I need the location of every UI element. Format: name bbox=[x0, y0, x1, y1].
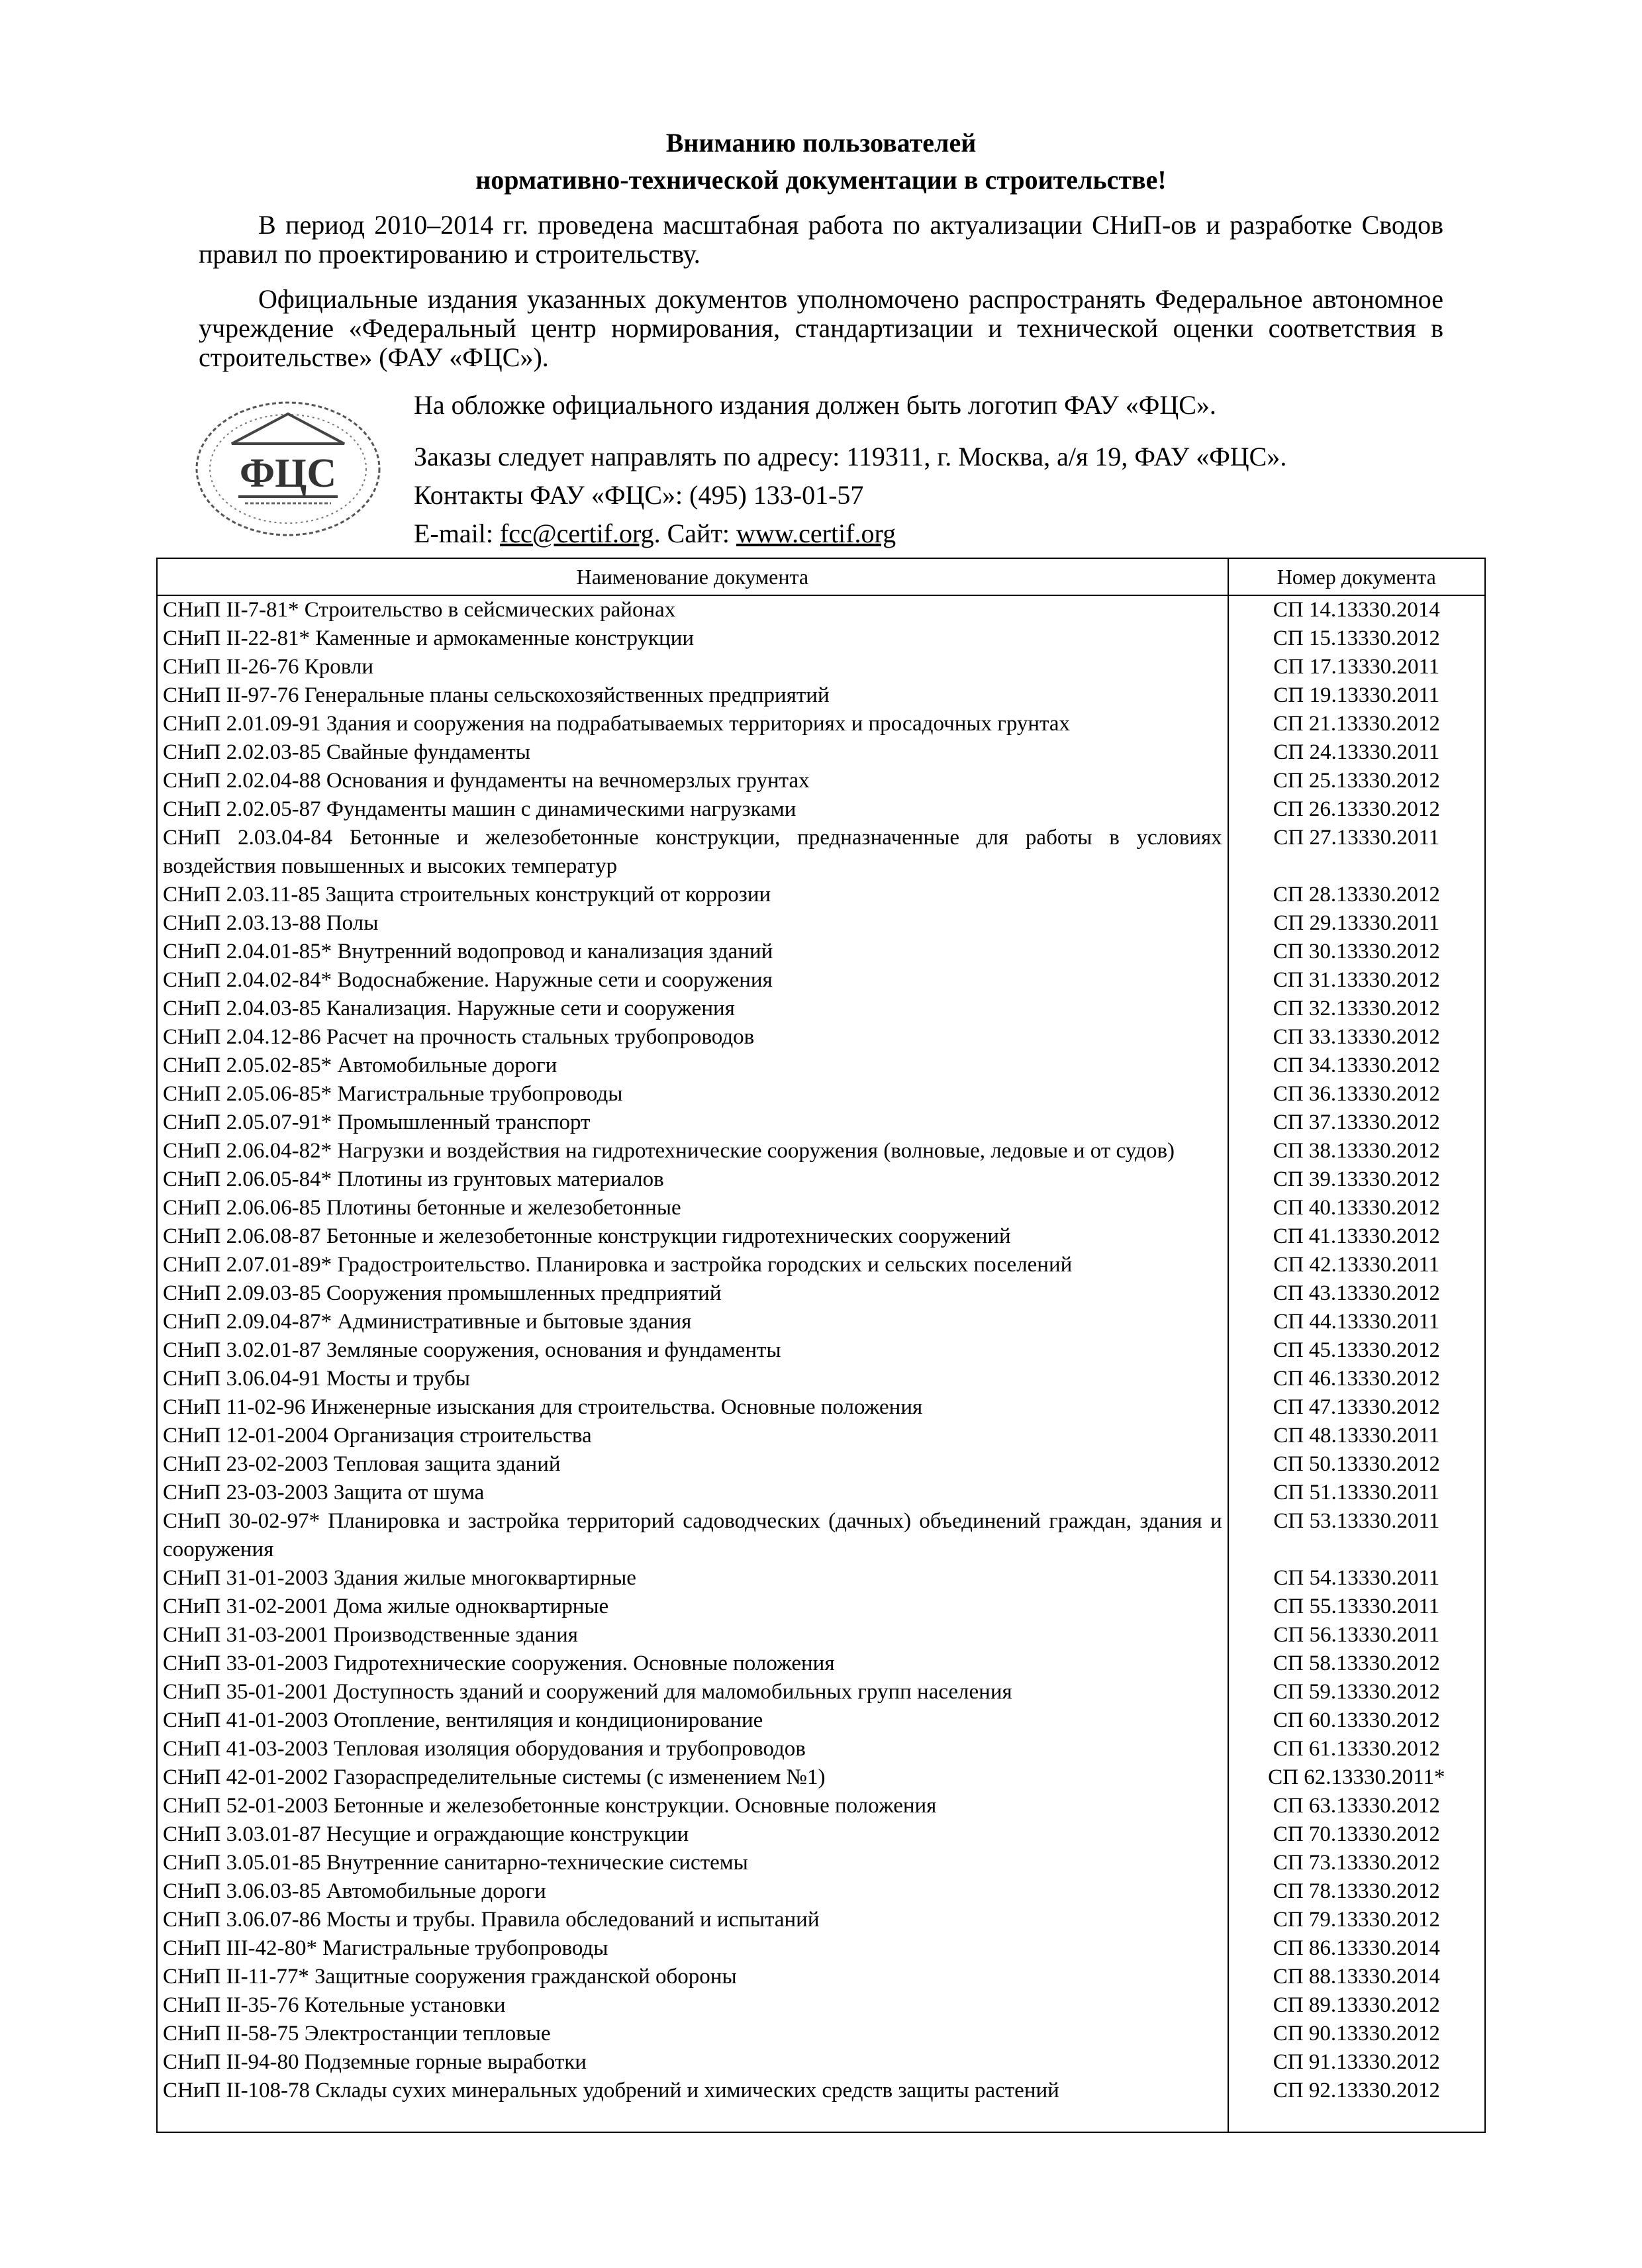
table-row bbox=[157, 909, 1485, 938]
document-number-cell: СП 86.13330.2014 bbox=[1228, 1934, 1485, 1963]
table-row bbox=[157, 1991, 1485, 2020]
table-row bbox=[157, 1052, 1485, 1080]
table-row bbox=[157, 1393, 1485, 1422]
table-row bbox=[157, 1109, 1485, 1137]
document-name-cell: СНиП 2.03.11-85 Защита строительных конструкций от коррозии bbox=[157, 881, 1228, 909]
document-number-cell: СП 47.13330.2012 bbox=[1228, 1393, 1485, 1422]
table-row bbox=[157, 624, 1485, 653]
document-name-cell: СНиП II-22-81* Каменные и армокаменные конструкции bbox=[157, 624, 1228, 653]
publisher-paragraph bbox=[199, 285, 1443, 372]
document-number-cell: СП 32.13330.2012 bbox=[1228, 995, 1485, 1023]
table-row bbox=[157, 881, 1485, 909]
document-number-cell: СП 79.13330.2012 bbox=[1228, 1906, 1485, 1934]
document-name-cell: СНиП II-94-80 Подземные горные выработки bbox=[157, 2048, 1228, 2077]
document-number-cell: СП 34.13330.2012 bbox=[1228, 1052, 1485, 1080]
document-name-cell: СНиП 41-01-2003 Отопление, вентиляция и кондиционирование bbox=[157, 1706, 1228, 1735]
table-row bbox=[157, 824, 1485, 881]
document-number-cell: СП 48.13330.2011 bbox=[1228, 1422, 1485, 1450]
header-document-name: Наименование документа bbox=[157, 558, 1228, 595]
document-name-cell: СНиП 31-02-2001 Дома жилые одноквартирные bbox=[157, 1593, 1228, 1621]
document-number-cell: СП 50.13330.2012 bbox=[1228, 1450, 1485, 1479]
document-number-cell: СП 88.13330.2014 bbox=[1228, 1963, 1485, 1991]
table-row bbox=[157, 1792, 1485, 1820]
table-row bbox=[157, 1650, 1485, 1678]
document-number-cell: СП 15.13330.2012 bbox=[1228, 624, 1485, 653]
table-row bbox=[157, 1336, 1485, 1365]
document-name-cell: СНиП 3.02.01-87 Земляные сооружения, основания и фундаменты bbox=[157, 1336, 1228, 1365]
document-number-cell: СП 44.13330.2011 bbox=[1228, 1308, 1485, 1336]
document-name-cell: СНиП 2.09.04-87* Административные и бытовые здания bbox=[157, 1308, 1228, 1336]
document-number-cell: СП 58.13330.2012 bbox=[1228, 1650, 1485, 1678]
table-row bbox=[157, 1735, 1485, 1763]
table-row bbox=[157, 1906, 1485, 1934]
email-link[interactable]: fcc@certif.org bbox=[499, 518, 654, 548]
phone-contact: Контакты ФАУ «ФЦС»: (495) 133-01-57 bbox=[414, 480, 864, 510]
document-name-cell: СНиП 2.02.04-88 Основания и фундаменты на вечномерзлых грунтах bbox=[157, 767, 1228, 795]
document-name-cell: СНиП 3.06.04-91 Мосты и трубы bbox=[157, 1365, 1228, 1393]
document-name-cell: СНиП 2.06.04-82* Нагрузки и воздействия на гидротехнические сооружения (волновые, ледовые и от судов) bbox=[157, 1137, 1228, 1165]
document-name-cell: СНиП 2.03.13-88 Полы bbox=[157, 909, 1228, 938]
document-name-cell: СНиП 52-01-2003 Бетонные и железобетонные конструкции. Основные положения bbox=[157, 1792, 1228, 1820]
document-number-cell: СП 45.13330.2012 bbox=[1228, 1336, 1485, 1365]
document-number-cell: СП 46.13330.2012 bbox=[1228, 1365, 1485, 1393]
document-name-cell: СНиП 23-02-2003 Тепловая защита зданий bbox=[157, 1450, 1228, 1479]
table-row bbox=[157, 1194, 1485, 1222]
table-row bbox=[157, 1507, 1485, 1564]
document-number-cell: СП 61.13330.2012 bbox=[1228, 1735, 1485, 1763]
table-row bbox=[157, 795, 1485, 824]
document-name-cell: СНиП 2.05.06-85* Магистральные трубопроводы bbox=[157, 1080, 1228, 1109]
table-row bbox=[157, 653, 1485, 681]
logo-note: На обложке официального издания должен быть логотип ФАУ «ФЦС». bbox=[414, 390, 1216, 420]
document-number-cell: СП 41.13330.2012 bbox=[1228, 1222, 1485, 1251]
table-row bbox=[157, 767, 1485, 795]
table-row bbox=[157, 1023, 1485, 1052]
document-number-cell: СП 43.13330.2012 bbox=[1228, 1279, 1485, 1308]
table-row bbox=[157, 995, 1485, 1023]
document-name-cell: СНиП 11-02-96 Инженерные изыскания для строительства. Основные положения bbox=[157, 1393, 1228, 1422]
document-name-cell: СНиП 3.06.03-85 Автомобильные дороги bbox=[157, 1877, 1228, 1906]
document-number-cell: СП 27.13330.2011 bbox=[1228, 824, 1485, 881]
document-name-cell: СНиП 2.07.01-89* Градостроительство. Планировка и застройка городских и сельских поселений bbox=[157, 1251, 1228, 1279]
table-row bbox=[157, 1678, 1485, 1706]
table-row bbox=[157, 938, 1485, 966]
document-number-cell: СП 59.13330.2012 bbox=[1228, 1678, 1485, 1706]
table-row bbox=[157, 2077, 1485, 2132]
document-name-cell: СНиП 2.04.12-86 Расчет на прочность стальных трубопроводов bbox=[157, 1023, 1228, 1052]
document-name-cell: СНиП III-42-80* Магистральные трубопроводы bbox=[157, 1934, 1228, 1963]
table-row bbox=[157, 710, 1485, 738]
document-number-cell: СП 26.13330.2012 bbox=[1228, 795, 1485, 824]
document-name-cell: СНиП 12-01-2004 Организация строительства bbox=[157, 1422, 1228, 1450]
document-number-cell: СП 78.13330.2012 bbox=[1228, 1877, 1485, 1906]
document-number-cell: СП 92.13330.2012 bbox=[1228, 2077, 1485, 2132]
document-name-cell: СНиП 2.04.01-85* Внутренний водопровод и канализация зданий bbox=[157, 938, 1228, 966]
site-link[interactable]: www.certif.org bbox=[736, 518, 896, 548]
header-document-number: Номер документа bbox=[1228, 558, 1485, 595]
document-name-cell: СНиП II-11-77* Защитные сооружения гражданской обороны bbox=[157, 1963, 1228, 1991]
document-name-cell: СНиП 35-01-2001 Доступность зданий и сооружений для маломобильных групп населения bbox=[157, 1678, 1228, 1706]
document-number-cell: СП 91.13330.2012 bbox=[1228, 2048, 1485, 2077]
table-row bbox=[157, 1222, 1485, 1251]
table-row bbox=[157, 1479, 1485, 1507]
document-name-cell: СНиП 2.05.02-85* Автомобильные дороги bbox=[157, 1052, 1228, 1080]
table-row bbox=[157, 1963, 1485, 1991]
table-row bbox=[157, 1877, 1485, 1906]
document-number-cell: СП 33.13330.2012 bbox=[1228, 1023, 1485, 1052]
documents-table bbox=[156, 558, 1486, 2133]
heading-line-2: нормативно-технической документации в строительстве! bbox=[475, 165, 1167, 195]
document-number-cell: СП 54.13330.2011 bbox=[1228, 1564, 1485, 1593]
document-number-cell: СП 30.13330.2012 bbox=[1228, 938, 1485, 966]
document-number-cell: СП 73.13330.2012 bbox=[1228, 1849, 1485, 1877]
document-name-cell: СНиП 2.06.05-84* Плотины из грунтовых материалов bbox=[157, 1165, 1228, 1194]
heading-line-1: Вниманию пользователей bbox=[665, 128, 977, 158]
document-number-cell: СП 24.13330.2011 bbox=[1228, 738, 1485, 767]
intro-text: В период 2010–2014 гг. проведена масштабная работа по актуализации СНиП-ов и разработке Сводов правил по проектированию и строительству. bbox=[199, 210, 1443, 269]
document-number-cell: СП 28.13330.2012 bbox=[1228, 881, 1485, 909]
document-name-cell: СНиП 2.06.06-85 Плотины бетонные и железобетонные bbox=[157, 1194, 1228, 1222]
table-row bbox=[157, 1706, 1485, 1735]
document-name-cell: СНиП 2.05.07-91* Промышленный транспорт bbox=[157, 1109, 1228, 1137]
document-number-cell: СП 51.13330.2011 bbox=[1228, 1479, 1485, 1507]
document-number-cell: СП 40.13330.2012 bbox=[1228, 1194, 1485, 1222]
table-row bbox=[157, 1422, 1485, 1450]
document-name-cell: СНиП 31-01-2003 Здания жилые многоквартирные bbox=[157, 1564, 1228, 1593]
document-name-cell: СНиП 2.03.04-84 Бетонные и железобетонные конструкции, предназначенные для работы в условиях воздействия повышенных и высоких температур bbox=[157, 824, 1228, 881]
email-label: E-mail: bbox=[414, 518, 500, 548]
document-number-cell: СП 19.13330.2011 bbox=[1228, 681, 1485, 710]
table-row bbox=[157, 1165, 1485, 1194]
intro-paragraph bbox=[199, 211, 1443, 269]
table-row bbox=[157, 1820, 1485, 1849]
table-row bbox=[157, 1849, 1485, 1877]
table-row bbox=[157, 1365, 1485, 1393]
document-number-cell: СП 14.13330.2014 bbox=[1228, 595, 1485, 624]
table-header-row bbox=[157, 558, 1485, 595]
table-row bbox=[157, 1564, 1485, 1593]
document-name-cell: СНиП II-26-76 Кровли bbox=[157, 653, 1228, 681]
document-number-cell: СП 21.13330.2012 bbox=[1228, 710, 1485, 738]
table-row bbox=[157, 1137, 1485, 1165]
document-name-cell: СНиП 2.06.08-87 Бетонные и железобетонные конструкции гидротехнических сооружений bbox=[157, 1222, 1228, 1251]
document-number-cell: СП 62.13330.2011* bbox=[1228, 1763, 1485, 1792]
document-number-cell: СП 42.13330.2011 bbox=[1228, 1251, 1485, 1279]
document-name-cell: СНиП 3.03.01-87 Несущие и ограждающие конструкции bbox=[157, 1820, 1228, 1849]
table-body bbox=[157, 595, 1485, 2132]
document-name-cell: СНиП 33-01-2003 Гидротехнические сооружения. Основные положения bbox=[157, 1650, 1228, 1678]
table-row bbox=[157, 2020, 1485, 2048]
table-row bbox=[157, 1251, 1485, 1279]
document-name-cell: СНиП 2.04.02-84* Водоснабжение. Наружные сети и сооружения bbox=[157, 966, 1228, 995]
document-number-cell: СП 70.13330.2012 bbox=[1228, 1820, 1485, 1849]
document-name-cell: СНиП II-108-78 Склады сухих минеральных удобрений и химических средств защиты растений bbox=[157, 2077, 1228, 2132]
document-number-cell: СП 17.13330.2011 bbox=[1228, 653, 1485, 681]
document-name-cell: СНиП 31-03-2001 Производственные здания bbox=[157, 1621, 1228, 1650]
document-name-cell: СНиП 2.01.09-91 Здания и сооружения на подрабатываемых территориях и просадочных грунтах bbox=[157, 710, 1228, 738]
table-row bbox=[157, 966, 1485, 995]
document-number-cell: СП 39.13330.2012 bbox=[1228, 1165, 1485, 1194]
document-name-cell: СНиП 23-03-2003 Защита от шума bbox=[157, 1479, 1228, 1507]
document-number-cell: СП 90.13330.2012 bbox=[1228, 2020, 1485, 2048]
fcs-logo bbox=[192, 397, 384, 540]
document-name-cell: СНиП 41-03-2003 Тепловая изоляция оборудования и трубопроводов bbox=[157, 1735, 1228, 1763]
document-number-cell: СП 31.13330.2012 bbox=[1228, 966, 1485, 995]
document-name-cell: СНиП II-35-76 Котельные установки bbox=[157, 1991, 1228, 2020]
page-heading bbox=[0, 124, 1642, 199]
table-row bbox=[157, 1279, 1485, 1308]
table-row bbox=[157, 1080, 1485, 1109]
table-row bbox=[157, 2048, 1485, 2077]
document-name-cell: СНиП II-7-81* Строительство в сейсмических районах bbox=[157, 595, 1228, 624]
document-number-cell: СП 29.13330.2011 bbox=[1228, 909, 1485, 938]
site-label: . Сайт: bbox=[653, 518, 737, 548]
table-row bbox=[157, 1621, 1485, 1650]
document-name-cell: СНиП II-97-76 Генеральные планы сельскохозяйственных предприятий bbox=[157, 681, 1228, 710]
document-number-cell: СП 56.13330.2011 bbox=[1228, 1621, 1485, 1650]
web-contact bbox=[414, 519, 896, 548]
table-row bbox=[157, 1934, 1485, 1963]
document-name-cell: СНиП 2.09.03-85 Сооружения промышленных предприятий bbox=[157, 1279, 1228, 1308]
document-number-cell: СП 25.13330.2012 bbox=[1228, 767, 1485, 795]
table-row bbox=[157, 1308, 1485, 1336]
document-name-cell: СНиП 2.02.03-85 Свайные фундаменты bbox=[157, 738, 1228, 767]
orders-address: Заказы следует направлять по адресу: 119311, г. Москва, а/я 19, ФАУ «ФЦС». bbox=[414, 442, 1287, 471]
table-row bbox=[157, 1593, 1485, 1621]
document-number-cell: СП 89.13330.2012 bbox=[1228, 1991, 1485, 2020]
document-name-cell: СНиП 2.04.03-85 Канализация. Наружные сети и сооружения bbox=[157, 995, 1228, 1023]
table-row bbox=[157, 738, 1485, 767]
document-number-cell: СП 63.13330.2012 bbox=[1228, 1792, 1485, 1820]
document-number-cell: СП 53.13330.2011 bbox=[1228, 1507, 1485, 1564]
document-name-cell: СНиП 3.05.01-85 Внутренние санитарно-технические системы bbox=[157, 1849, 1228, 1877]
table-row bbox=[157, 595, 1485, 624]
publisher-text: Официальные издания указанных документов уполномочено распространять Федеральное автономное учреждение «Федеральный центр нормирования, стандартизации и технической оценки соответствия в строительстве» (ФАУ «ФЦС»). bbox=[199, 284, 1443, 372]
document-name-cell: СНиП 42-01-2002 Газораспределительные системы (с изменением №1) bbox=[157, 1763, 1228, 1792]
table-row bbox=[157, 1450, 1485, 1479]
document-number-cell: СП 37.13330.2012 bbox=[1228, 1109, 1485, 1137]
table-row bbox=[157, 1763, 1485, 1792]
logo-text: ФЦС bbox=[239, 451, 337, 496]
document-name-cell: СНиП 2.02.05-87 Фундаменты машин с динамическими нагрузками bbox=[157, 795, 1228, 824]
table-row bbox=[157, 681, 1485, 710]
document-number-cell: СП 38.13330.2012 bbox=[1228, 1137, 1485, 1165]
document-number-cell: СП 36.13330.2012 bbox=[1228, 1080, 1485, 1109]
document-number-cell: СП 55.13330.2011 bbox=[1228, 1593, 1485, 1621]
document-name-cell: СНиП II-58-75 Электростанции тепловые bbox=[157, 2020, 1228, 2048]
document-name-cell: СНиП 30-02-97* Планировка и застройка территорий садоводческих (дачных) объединений граждан, здания и сооружения bbox=[157, 1507, 1228, 1564]
document-number-cell: СП 60.13330.2012 bbox=[1228, 1706, 1485, 1735]
document-name-cell: СНиП 3.06.07-86 Мосты и трубы. Правила обследований и испытаний bbox=[157, 1906, 1228, 1934]
